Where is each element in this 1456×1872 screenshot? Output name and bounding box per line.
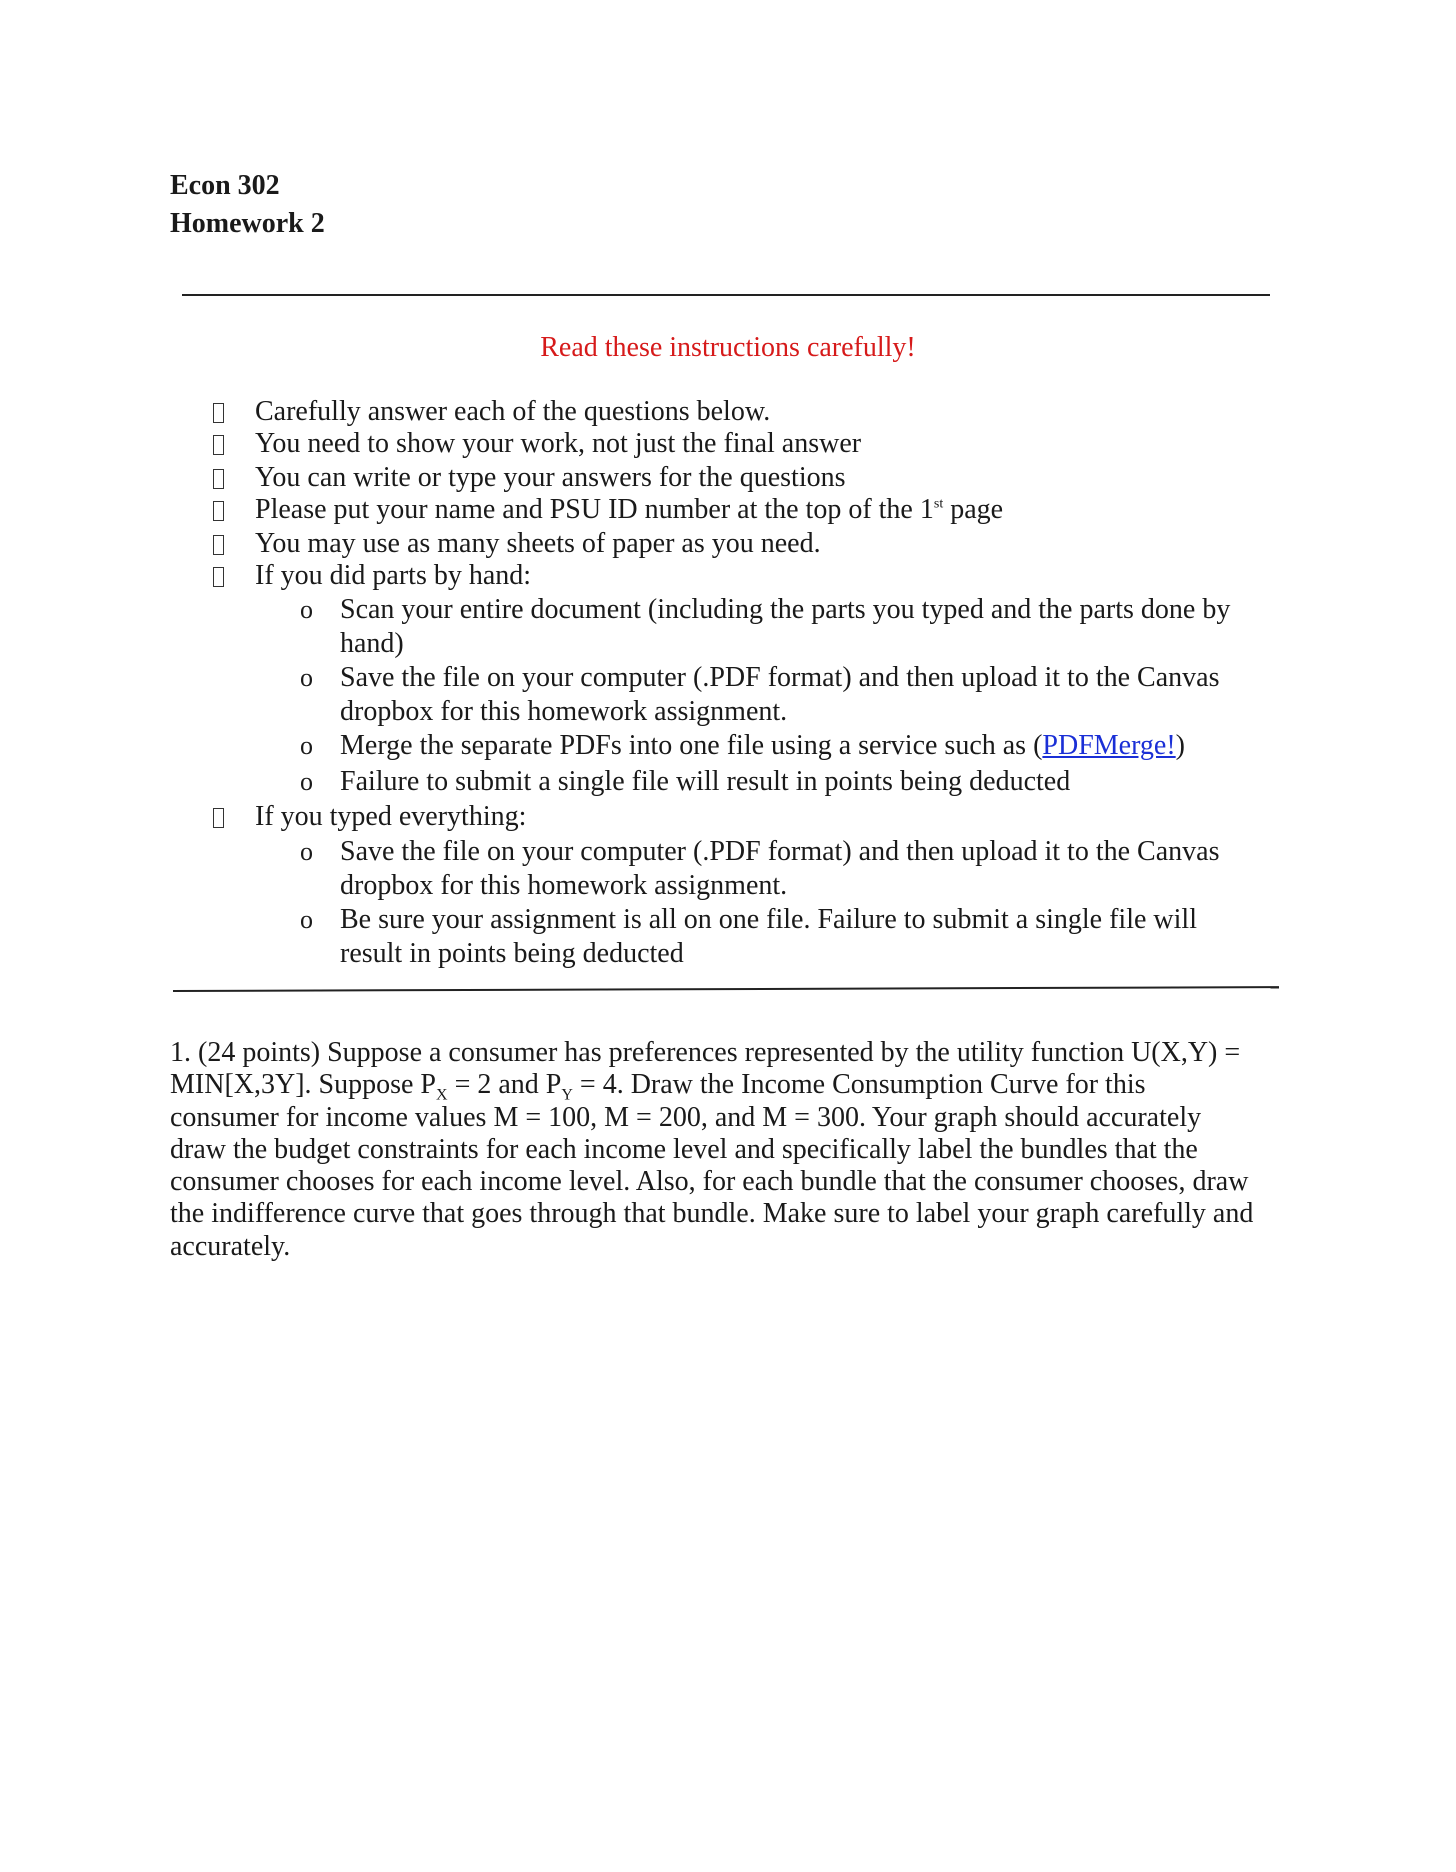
question-text: consumer for income values M = 100, M = 200, and M = 300. Your graph should accurately: [170, 1102, 1202, 1133]
checkbox-bullet-icon: [213, 567, 224, 587]
question-text: accurately.: [170, 1231, 291, 1262]
sub-instruction-text: ): [1175, 730, 1185, 761]
sub-bullet-marker: o: [300, 595, 313, 624]
pdfmerge-link[interactable]: PDFMerge!: [1042, 730, 1176, 761]
sub-instruction: result in points being deducted: [340, 938, 684, 969]
instruction-item: If you did parts by hand:: [255, 560, 532, 591]
sub-instruction-text: Merge the separate PDFs into one file using a service such as (: [340, 730, 1043, 761]
question-text: consumer chooses for each income level. Also, for each bundle that the consumer chooses, draw: [170, 1166, 1249, 1197]
superscript: st: [933, 496, 944, 512]
sub-instruction: [340, 729, 1185, 763]
sub-bullet-marker: o: [300, 905, 313, 934]
sub-bullet-marker: o: [300, 731, 313, 760]
checkbox-bullet-icon: [213, 501, 224, 521]
instruction-item: You may use as many sheets of paper as you need.: [255, 528, 821, 559]
subscript: Y: [561, 1086, 573, 1104]
instruction-text: page: [943, 494, 1004, 525]
bottom-divider: [173, 986, 1279, 992]
instruction-text: Please put your name and PSU ID number at the top of the 1: [255, 494, 934, 525]
question-text-part: MIN[X,3Y]. Suppose P: [170, 1069, 436, 1100]
sub-instruction: dropbox for this homework assignment.: [340, 870, 788, 901]
sub-instruction: dropbox for this homework assignment.: [340, 696, 788, 727]
course-title: Econ 302: [170, 170, 280, 201]
sub-bullet-marker: o: [300, 663, 313, 692]
question-text-part: = 4. Draw the Income Consumption Curve for this: [572, 1069, 1146, 1100]
instruction-item: You can write or type your answers for the questions: [255, 462, 846, 493]
sub-instruction: hand): [340, 628, 404, 659]
top-divider: [182, 294, 1270, 296]
question-text: 1. (24 points) Suppose a consumer has preferences represented by the utility function U(X,Y) =: [170, 1037, 1241, 1068]
checkbox-bullet-icon: [213, 435, 224, 455]
instruction-item: You need to show your work, not just the final answer: [255, 428, 862, 459]
sub-bullet-marker: o: [300, 767, 313, 796]
sub-instruction: Be sure your assignment is all on one file. Failure to submit a single file will: [340, 904, 1197, 935]
checkbox-bullet-icon: [213, 403, 224, 423]
checkbox-bullet-icon: [213, 808, 224, 828]
question-text: draw the budget constraints for each income level and specifically label the bundles that the: [170, 1134, 1198, 1165]
sub-instruction: Failure to submit a single file will result in points being deducted: [340, 766, 1071, 797]
instruction-item: If you typed everything:: [255, 801, 527, 832]
sub-bullet-marker: o: [300, 837, 313, 866]
sub-instruction: Save the file on your computer (.PDF format) and then upload it to the Canvas: [340, 836, 1220, 867]
sub-instruction: Save the file on your computer (.PDF format) and then upload it to the Canvas: [340, 662, 1220, 693]
checkbox-bullet-icon: [213, 469, 224, 489]
question-text-part: = 2 and P: [447, 1069, 562, 1100]
instruction-item: [255, 493, 1003, 527]
question-text: the indifference curve that goes through that bundle. Make sure to label your graph carefully and: [170, 1198, 1254, 1229]
sub-instruction: Scan your entire document (including the parts you typed and the parts done by: [340, 594, 1231, 625]
assignment-title: Homework 2: [170, 208, 325, 239]
subscript: X: [436, 1086, 448, 1104]
instruction-item: Carefully answer each of the questions below.: [255, 396, 771, 427]
instructions-heading: Read these instructions carefully!: [540, 332, 916, 363]
checkbox-bullet-icon: [213, 535, 224, 555]
question-text: [170, 1068, 1146, 1102]
